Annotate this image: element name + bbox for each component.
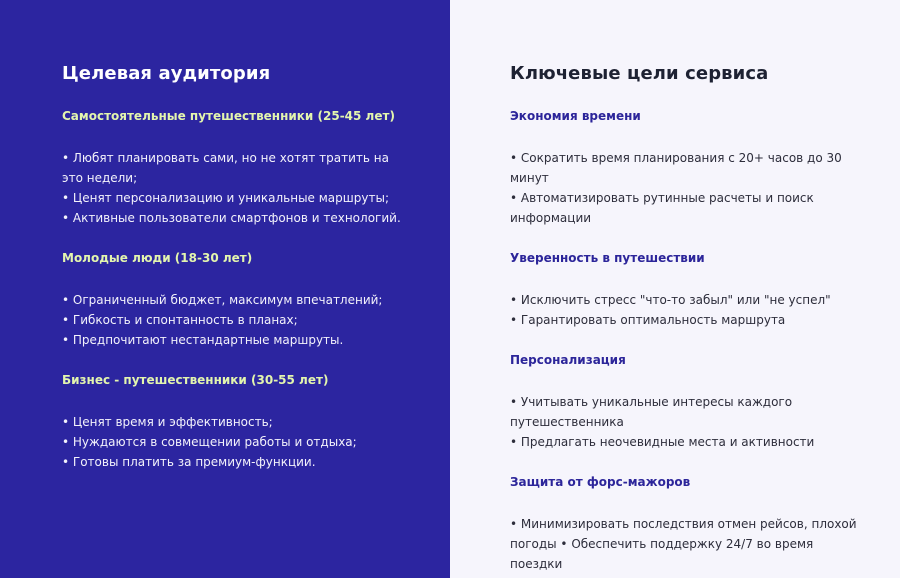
- audience-bullet: • Ценят время и эффективность;: [62, 415, 273, 429]
- goal-bullet-list: [510, 514, 860, 574]
- goal-bullet: • Минимизировать последствия отмен рейсов, плохой погоды • Обеспечить поддержку 24/7 во время поездки: [510, 517, 857, 571]
- goal-bullet: • Предлагать неочевидные места и активности: [510, 435, 815, 449]
- audience-bullet: • Нуждаются в совмещении работы и отдыха;: [62, 435, 357, 449]
- service-goals-title: Ключевые цели сервиса: [510, 63, 769, 84]
- goal-section-time-saving: [510, 108, 860, 228]
- goal-heading: Уверенность в путешествии: [510, 251, 705, 265]
- audience-bullet: • Ценят персонализацию и уникальные маршруты;: [62, 191, 389, 205]
- goal-section-travel-confidence: [510, 250, 860, 330]
- goal-heading: Экономия времени: [510, 109, 641, 123]
- goal-bullet: • Исключить стресс "что-то забыл" или "не успел": [510, 293, 831, 307]
- audience-heading: Бизнес - путешественники (30-55 лет): [62, 373, 329, 387]
- audience-bullet: • Активные пользователи смартфонов и технологий.: [62, 211, 401, 225]
- goal-bullet: • Учитывать уникальные интересы каждого путешественника: [510, 395, 793, 429]
- audience-bullet-list: [62, 148, 410, 228]
- audience-bullet: • Предпочитают нестандартные маршруты.: [62, 333, 344, 347]
- audience-section-business-travelers: [62, 372, 410, 472]
- audience-bullet-list: [62, 290, 410, 350]
- audience-heading: Молодые люди (18-30 лет): [62, 251, 253, 265]
- service-goals-panel: [450, 0, 900, 578]
- goal-bullet-list: [510, 148, 860, 228]
- target-audience-title: Целевая аудитория: [62, 63, 271, 84]
- goal-section-force-majeure-protection: [510, 474, 860, 574]
- goal-section-personalization: [510, 352, 860, 452]
- goal-bullet: • Сократить время планирования с 20+ часов до 30 минут: [510, 151, 842, 185]
- audience-bullet: • Гибкость и спонтанность в планах;: [62, 313, 298, 327]
- audience-section-young-people: [62, 250, 410, 350]
- goal-bullet-list: [510, 290, 860, 330]
- audience-bullet: • Любят планировать сами, но не хотят тратить на это недели;: [62, 151, 389, 185]
- goal-bullet: • Гарантировать оптимальность маршрута: [510, 313, 786, 327]
- goal-heading: Защита от форс-мажоров: [510, 475, 691, 489]
- audience-heading: Самостоятельные путешественники (25-45 лет): [62, 109, 395, 123]
- goal-bullet: • Автоматизировать рутинные расчеты и поиск информации: [510, 191, 814, 225]
- audience-bullet-list: [62, 412, 410, 472]
- audience-bullet: • Ограниченный бюджет, максимум впечатлений;: [62, 293, 383, 307]
- audience-section-independent-travelers: [62, 108, 410, 228]
- audience-bullet: • Готовы платить за премиум-функции.: [62, 455, 316, 469]
- goal-heading: Персонализация: [510, 353, 626, 367]
- goal-bullet-list: [510, 392, 860, 452]
